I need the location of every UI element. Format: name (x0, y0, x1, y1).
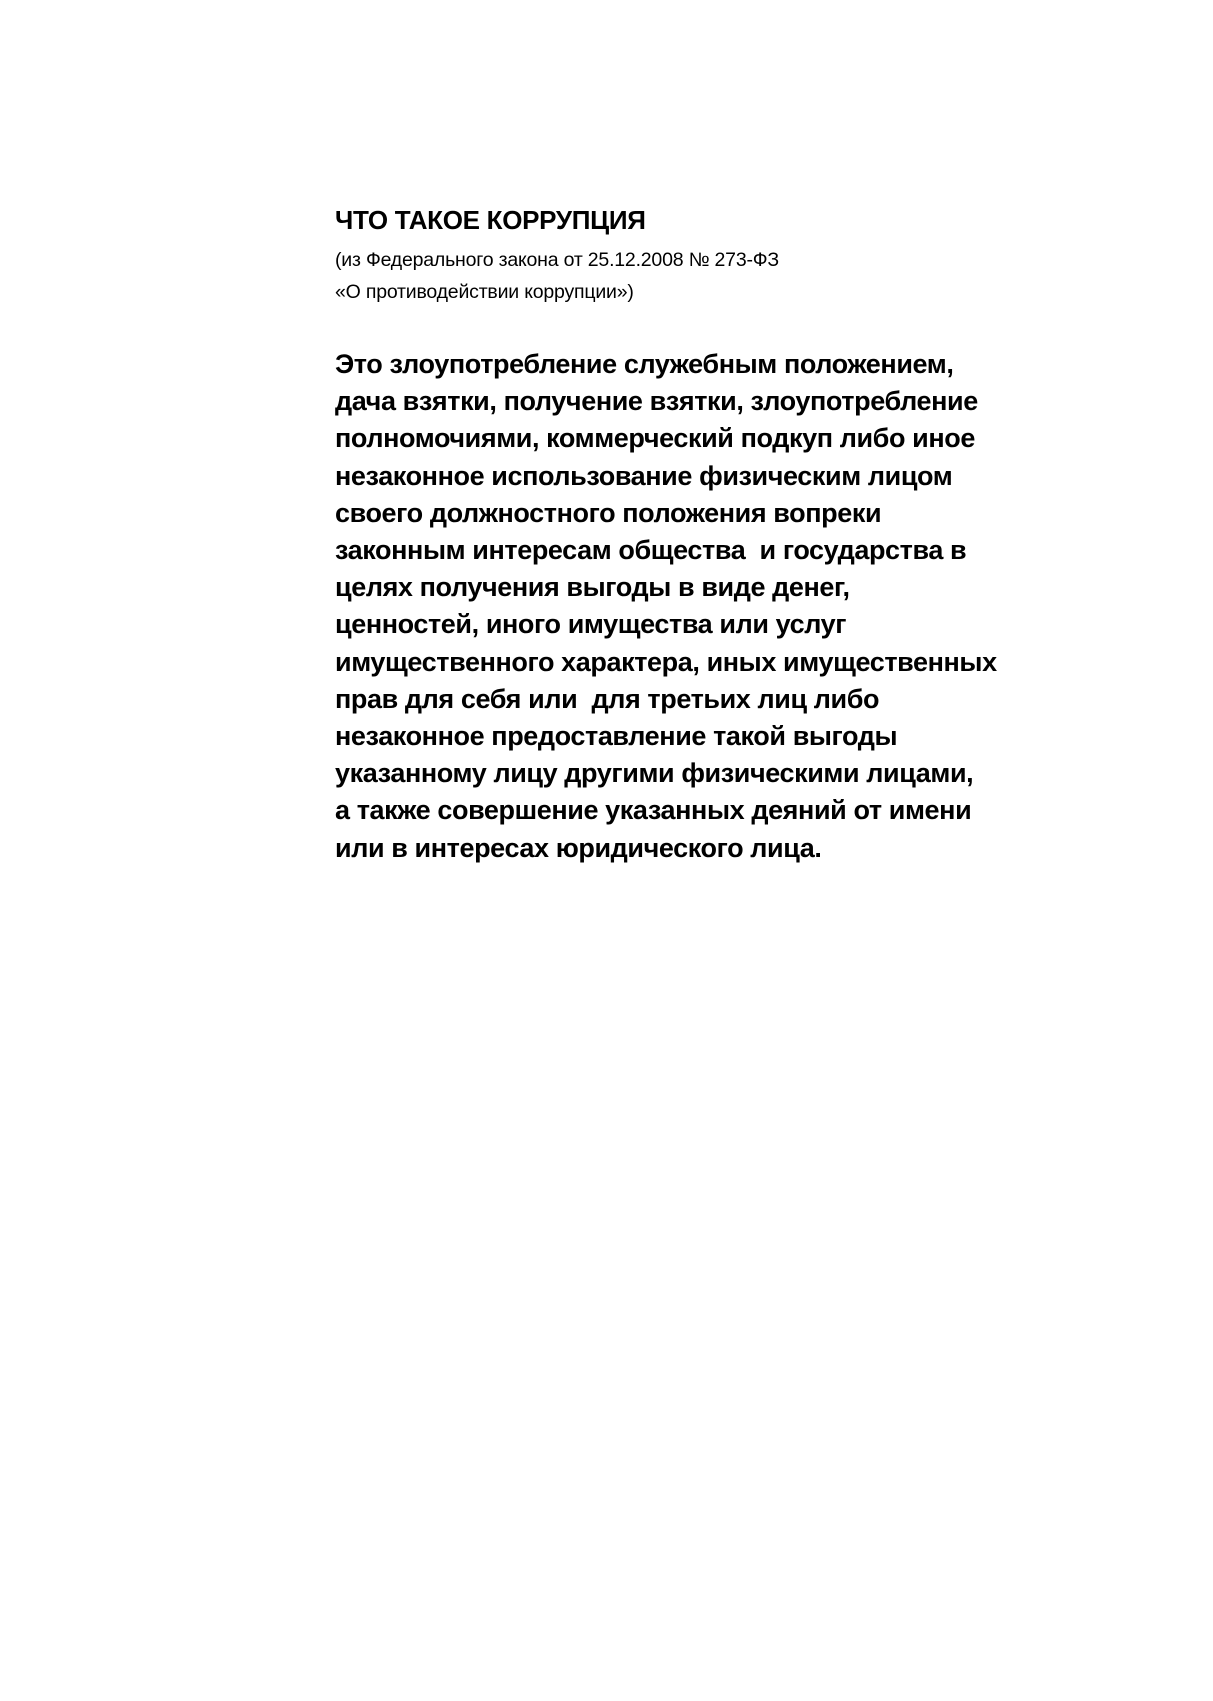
paragraph-line: ценностей, иного имущества или услуг (335, 609, 847, 640)
document-source (335, 244, 1115, 308)
document-title: ЧТО ТАКОЕ КОРРУПЦИЯ (335, 205, 646, 235)
document-content (335, 200, 1115, 867)
paragraph-line: указанному лицу другими физическими лицами, (335, 758, 974, 789)
paragraph-line: а также совершение указанных деяний от имени (335, 795, 972, 826)
definition-paragraph (335, 346, 1115, 867)
paragraph-line: дача взятки, получение взятки, злоупотребление (335, 386, 978, 417)
paragraph-line: полномочиями, коммерческий подкуп либо иное (335, 423, 975, 454)
paragraph-line: незаконное использование физическим лицом (335, 460, 953, 491)
source-line: (из Федерального закона от 25.12.2008 № 273-ФЗ (335, 249, 779, 271)
paragraph-line: Это злоупотребление служебным положением, (335, 349, 954, 379)
paragraph-line: целях получения выгоды в виде денег, (335, 572, 850, 603)
source-line: «О противодействии коррупции») (335, 281, 634, 303)
paragraph-line: или в интересах юридического лица. (335, 832, 822, 863)
paragraph-line: прав для себя или для третьих лиц либо (335, 683, 880, 714)
paragraph-line: имущественного характера, иных имущественных (335, 646, 997, 677)
paragraph-line: законным интересам общества и государства в (335, 535, 967, 566)
paragraph-line: незаконное предоставление такой выгоды (335, 721, 898, 752)
paragraph-line: своего должностного положения вопреки (335, 497, 882, 528)
